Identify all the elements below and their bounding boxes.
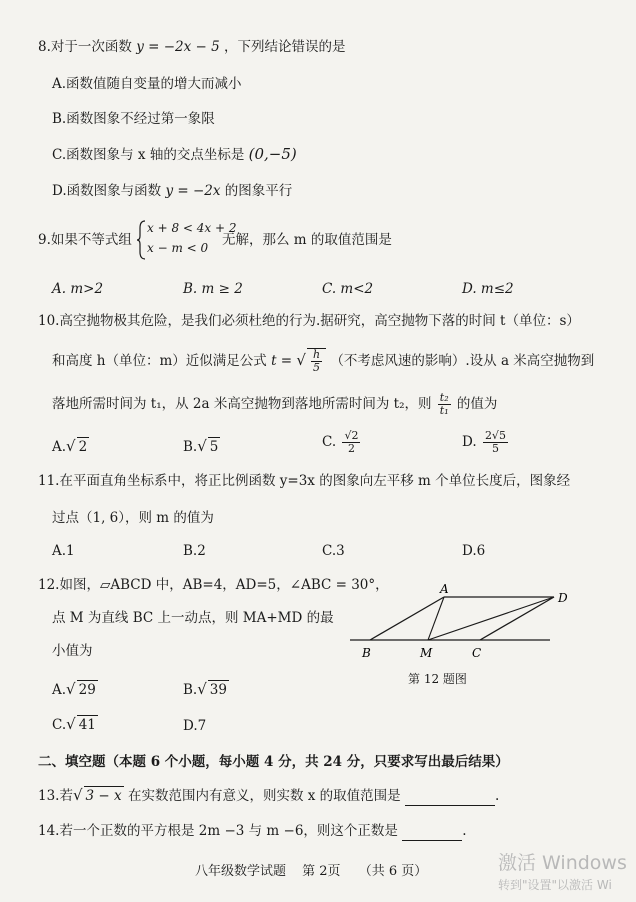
sqrt-sign: √: [197, 680, 207, 698]
q11-line-2: 过点（1, 6），则 m 的值为: [52, 510, 214, 526]
q10-sqrt-sign: √: [296, 351, 306, 369]
q8-option-d-suffix: 的图象平行: [224, 183, 293, 199]
q11-option-c: C.3: [322, 543, 345, 559]
q10-option-b-label: B.: [183, 439, 198, 455]
point-b-label: B: [362, 646, 371, 660]
q8-option-b: B.函数图象不经过第一象限: [52, 111, 215, 127]
q10-option-c: [322, 430, 362, 455]
q12-option-b: [183, 680, 229, 699]
windows-watermark-subtitle: 转到"设置"以激活 Wi: [498, 878, 612, 892]
q12-line-2: 点 M 为直线 BC 上一动点，则 MA+MD 的最: [52, 610, 334, 626]
q10-option-c-num: √2: [344, 429, 359, 442]
q9-stem-suffix: 无解，那么 m 的取值范围是: [222, 232, 392, 248]
q8-option-a: A.函数值随自变量的增大而减小: [52, 76, 242, 92]
q8-stem-suffix: ，下列结论错误的是: [224, 39, 346, 55]
footer-total: （共 6 页）: [358, 864, 428, 879]
q10-ratio-num: t₂: [439, 391, 449, 404]
q12-option-b-label: B.: [183, 682, 198, 698]
q9-brace: [137, 220, 147, 260]
q10-option-d-fraction: [483, 430, 508, 455]
q10-line-3: [52, 392, 497, 417]
q9-inequality-1: x + 8 < 4x + 2: [147, 221, 237, 235]
q12-line-3: 小值为: [52, 643, 93, 659]
q9-option-a: A. m>2: [52, 281, 104, 297]
q11-option-d: D.6: [462, 543, 486, 559]
q10-option-d-label: D.: [462, 434, 477, 450]
q10-formula-den: 5: [313, 361, 321, 374]
q14-answer-blank[interactable]: [402, 822, 462, 841]
q9-stem-prefix: 9.如果不等式组: [38, 232, 132, 248]
q14-line: [38, 822, 467, 841]
q10-formula-lhs: t =: [271, 353, 293, 369]
q8-option-d-formula: y = −2x: [165, 183, 221, 199]
sqrt-sign: √: [72, 786, 83, 804]
q14-end: .: [462, 823, 467, 839]
q8-option-d-text: D.函数图象与函数: [52, 183, 162, 199]
page-footer: [195, 860, 427, 879]
q10-line-2-prefix: 和高度 h（单位：m）近似满足公式: [52, 353, 267, 369]
segment-am: [428, 597, 444, 640]
q13-radicand: 3 − x: [85, 788, 122, 804]
q10-option-d-num: 2√5: [484, 429, 506, 442]
q11-option-a: A.1: [52, 543, 75, 559]
q10-option-d-den: 5: [491, 442, 499, 455]
q12-option-b-radicand: 39: [209, 682, 227, 698]
point-a-label: A: [440, 582, 449, 596]
q9-option-b: B. m ≥ 2: [183, 281, 243, 297]
q10-option-c-fraction: [342, 430, 360, 455]
q10-line-3-suffix: 的值为: [456, 396, 498, 412]
q8-stem: [38, 38, 346, 56]
q10-option-c-label: C.: [322, 434, 337, 450]
q8-option-c: [52, 145, 297, 164]
q12-line-1: 12.如图，▱ABCD 中，AB=4，AD=5，∠ABC = 30°，: [38, 577, 389, 593]
windows-watermark-title: 激活 Windows: [498, 852, 627, 874]
q11-option-b: B.2: [183, 543, 206, 559]
q12-option-c-label: C.: [52, 717, 67, 733]
point-c-label: C: [472, 646, 482, 660]
q12-figure-caption: 第 12 题图: [408, 672, 467, 686]
q13-answer-blank[interactable]: [405, 787, 495, 806]
q12-option-a-label: A.: [52, 682, 67, 698]
sqrt-sign: √: [66, 437, 76, 455]
q10-formula-fraction: [311, 349, 322, 374]
q9-inequality-2: x − m < 0: [147, 241, 209, 255]
q8-stem-prefix: 8.对于一次函数: [38, 39, 132, 55]
q10-option-d: [462, 430, 510, 455]
q12-figure: [348, 582, 578, 664]
q8-option-c-point: (0,−5): [248, 145, 297, 163]
q9-option-d: D. m≤2: [462, 281, 514, 297]
q10-option-a-radicand: 2: [78, 439, 88, 455]
q14-text: 14.若一个正数的平方根是 2m −3 与 m −6，则这个正数是: [38, 823, 398, 839]
q8-formula: y = −2x − 5: [136, 39, 220, 55]
q10-formula-num: h: [312, 348, 321, 361]
q10-option-b-radicand: 5: [209, 439, 219, 455]
q8-option-c-text: C.函数图象与 x 轴的交点坐标是: [52, 147, 245, 163]
q12-option-a: [52, 680, 98, 699]
q11-line-1: 11.在平面直角坐标系中，将正比例函数 y=3x 的图象向左平移 m 个单位长度后，图象经: [38, 473, 571, 489]
q10-line-2-suffix: （不考虑风速的影响）.设从 a 米高空抛物到: [330, 353, 595, 369]
q12-option-a-radicand: 29: [78, 682, 96, 698]
footer-subject: 八年级数学试题: [195, 864, 287, 879]
q12-option-c-radicand: 41: [78, 717, 96, 733]
sqrt-sign: √: [66, 715, 76, 733]
q8-option-d: [52, 182, 292, 200]
q9-option-c: C. m<2: [322, 281, 374, 297]
sqrt-sign: √: [197, 437, 207, 455]
q10-option-a-label: A.: [52, 439, 67, 455]
section-2-title: 二、填空题（本题 6 个小题，每小题 4 分，共 24 分，只要求写出最后结果）: [38, 754, 509, 770]
q12-option-c: [52, 715, 98, 734]
sqrt-sign: √: [66, 680, 76, 698]
q13-suffix: 在实数范围内有意义，则实数 x 的取值范围是: [127, 788, 401, 804]
q13-line: [38, 786, 499, 806]
q10-option-a: [52, 437, 89, 456]
q10-option-c-den: 2: [347, 442, 355, 455]
q12-option-d: D.7: [183, 718, 207, 734]
q10-ratio-den: t₁: [439, 404, 449, 417]
q10-line-2: [52, 348, 594, 374]
footer-page: 第 2页: [302, 864, 341, 879]
q13-prefix: 13.若: [38, 788, 73, 804]
q10-line-1: 10.高空抛物极其危险，是我们必须杜绝的行为.据研究，高空抛物下落的时间 t（单位：s）: [38, 313, 580, 329]
q10-line-3-prefix: 落地所需时间为 t₁，从 2a 米高空抛物到落地所需时间为 t₂，则: [52, 396, 432, 412]
q10-ratio: [438, 392, 451, 417]
q10-option-b: [183, 437, 220, 456]
q13-end: .: [494, 788, 500, 804]
side-ab: [370, 597, 444, 640]
point-d-label: D: [558, 591, 568, 605]
point-m-label: M: [420, 646, 433, 660]
